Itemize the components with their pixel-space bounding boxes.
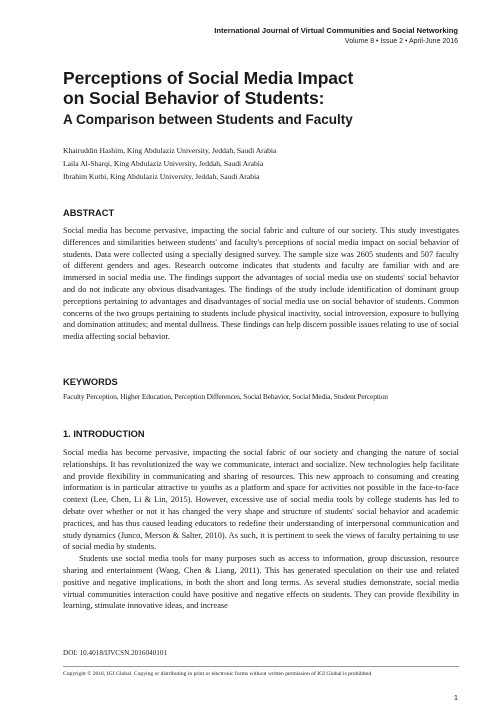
journal-header [214, 26, 458, 47]
introduction-heading: 1. INTRODUCTION [63, 429, 145, 439]
page-number: 1 [453, 693, 458, 702]
title-line-1: Perceptions of Social Media Impact [63, 68, 354, 88]
keywords-text: Faculty Perception, Higher Education, Perception Differences, Social Behavior, Social Media, Student Perception [63, 392, 388, 401]
footer-divider [63, 666, 459, 667]
doi-line: DOI: 10.4018/IJVCSN.2016040101 [63, 649, 168, 657]
journal-name: International Journal of Virtual Communities and Social Networking [214, 26, 458, 35]
introduction-paragraph-1: Social media has become pervasive, impacting the social fabric of our society and changing the nature of social relationships. It has revolutionized the way we communicate, interact and socialize. New technologies help facilitate and provide flexibility in communicating and sharing of resources. This new approach to consuming and creating information is in particular attractive to youths as a platform and space for activities not possible in the face-to-face context (Lee, Chen, Li & Lin, 2015). However, excessive use of social media tools by college students has led to debate over whether or not it has changed the very shape and structure of students' social behavior and academic practices, and has thus caused leading educators to redefine their understanding of interpersonal communication and study dynamics (Junco, Merson & Salter, 2010). As such, it is pertinent to seek the views of faculty pertaining to use of social media by students. [63, 448, 459, 552]
abstract-heading: ABSTRACT [63, 208, 115, 218]
keywords-heading: KEYWORDS [63, 377, 118, 387]
copyright-notice: Copyright © 2016, IGI Global. Copying or distributing in print or electronic forms without written permission of IGI Global is prohibited. [63, 671, 373, 677]
abstract-paragraph: Social media has become pervasive, impacting the social fabric and culture of our society. This study investigates differences and similarities between students' and faculty's perceptions of social media impact on social behavior of students. Data were collected using a specially designed survey. The sample size was 2605 students and 507 faculty of different genders and ages. Research outcome indicates that students and faculty are familiar with and are immersed in social media use. The findings support the advantages of social media use on students' social behavior and do not indicate any obvious disadvantages. The findings of the study include identification of dominant group perceptions pertaining to advantages and disadvantages of social media use on social behavior of students. Common concerns of the two groups pertaining to students include physical inactivity, social introversion, exposure to bullying and domination attitudes; and mental dullness. These findings can help discern possible issues relating to use of social media affecting social behavior. [63, 226, 459, 342]
paper-subtitle: A Comparison between Students and Faculty [63, 112, 353, 127]
author-affiliation: Ibrahim Kutbi, King Abdulaziz University, Jeddah, Saudi Arabia [63, 172, 260, 181]
introduction-paragraph-2: Students use social media tools for many purposes such as access to information, group discussion, resource sharing and entertainment (Wang, Chen & Liang, 2011). This has generated speculation on their use and related positive and negative implications, in both the short and long terms. As several studies demonstrate, social media virtual communities interaction could have positive and negative effects on students. They can provide flexibility in learning, stimulate innovative ideas, and increase [63, 554, 459, 611]
journal-issue: Volume 8 • Issue 2 • April-June 2016 [344, 38, 458, 45]
author-affiliation: Khairuddin Hashim, King Abdulaziz University, Jeddah, Saudi Arabia [63, 146, 277, 155]
abstract-text [63, 225, 459, 343]
author-list [63, 144, 463, 183]
title-line-2: on Social Behavior of Students: [63, 88, 325, 108]
introduction-text [63, 447, 459, 612]
author-affiliation: Laila Al-Sharqi, King Abdulaziz University, Jeddah, Saudi Arabia [63, 159, 264, 168]
paper-title [63, 68, 463, 128]
